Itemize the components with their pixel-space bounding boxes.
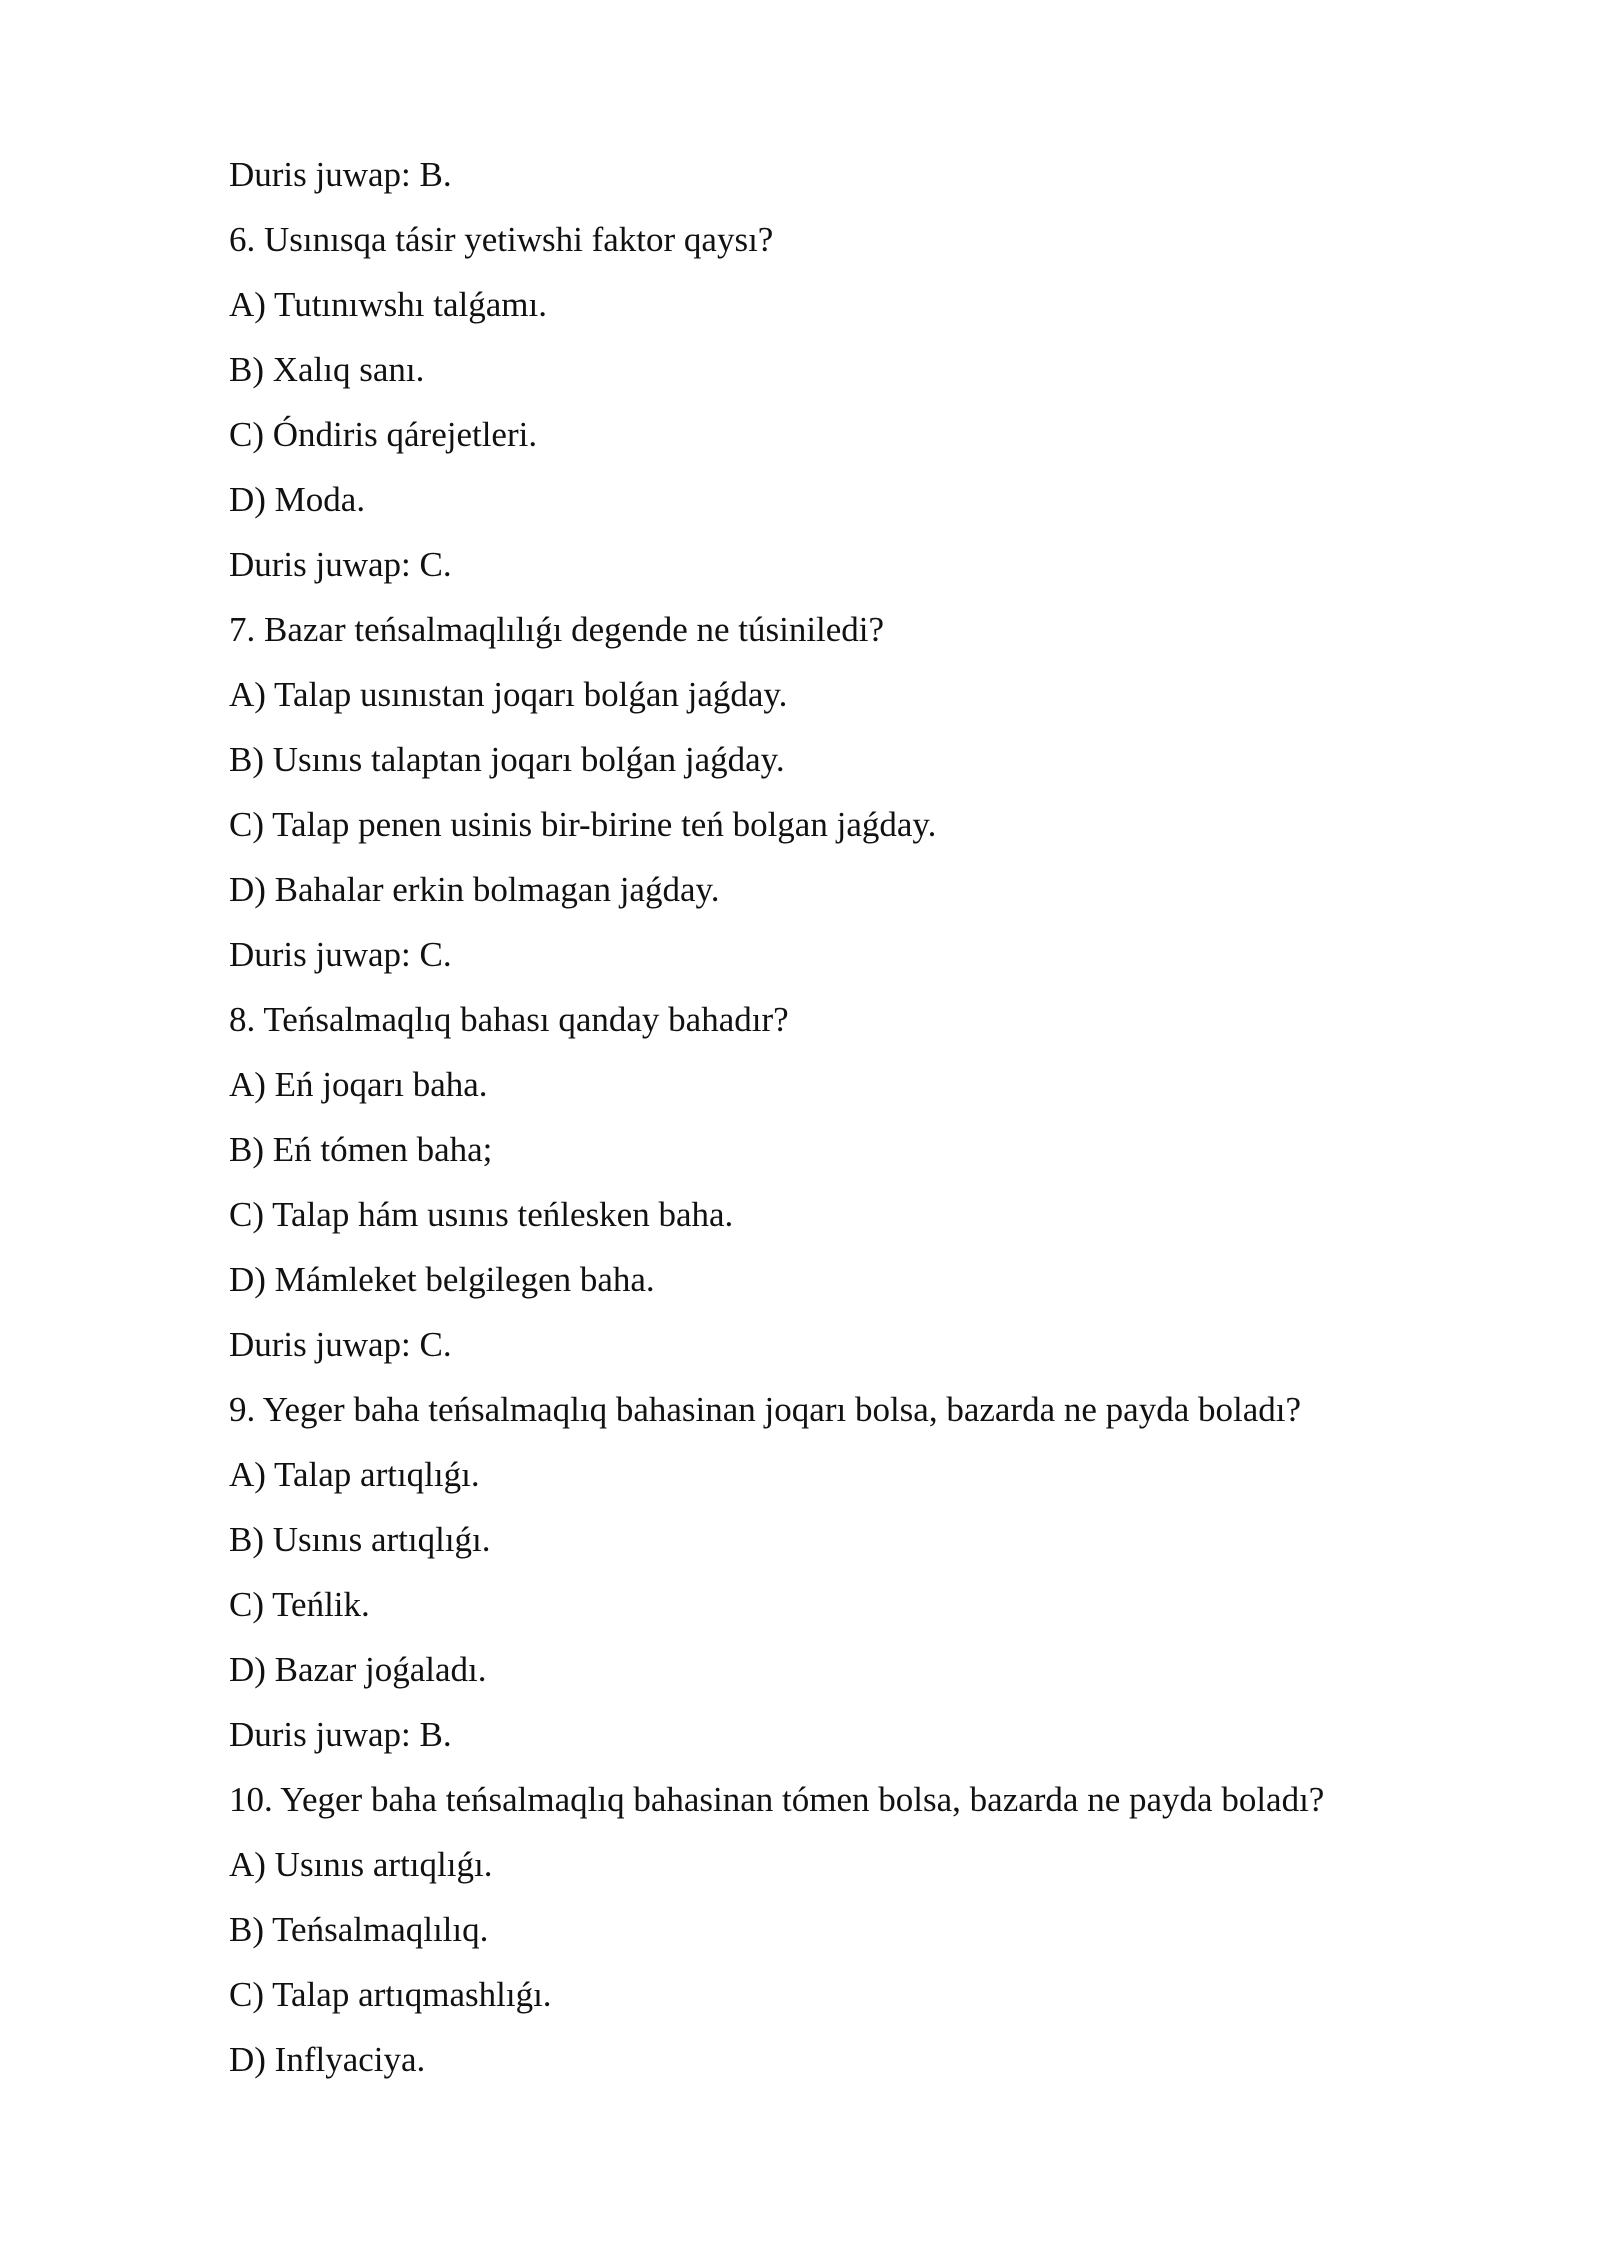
document-body xyxy=(229,148,1489,2098)
option-c: C) Talap penen usinis bir-birine teń bolgan jaǵday. xyxy=(229,805,937,844)
option-d: D) Mámleket belgilegen baha. xyxy=(229,1260,655,1299)
option-a: A) Eń joqarı baha. xyxy=(229,1065,488,1104)
option-a: A) Usınıs artıqlıǵı. xyxy=(229,1845,493,1884)
option-d: D) Bahalar erkin bolmagan jaǵday. xyxy=(229,870,720,909)
option-c: C) Talap hám usınıs teńlesken baha. xyxy=(229,1195,734,1234)
answer-line: Duris juwap: B. xyxy=(229,1715,452,1754)
option-a: A) Talap artıqlıǵı. xyxy=(229,1455,480,1494)
option-a: A) Tutınıwshı talǵamı. xyxy=(229,285,547,324)
option-b: B) Teńsalmaqlılıq. xyxy=(229,1910,489,1949)
option-c: C) Óndiris qárejetleri. xyxy=(229,415,538,454)
option-b: B) Usınıs talaptan joqarı bolǵan jaǵday. xyxy=(229,740,785,779)
question-10: 10. Yeger baha teńsalmaqlıq bahasinan tómen bolsa, bazarda ne payda boladı? xyxy=(229,1780,1325,1819)
option-c: C) Teńlik. xyxy=(229,1585,370,1624)
option-b: B) Xalıq sanı. xyxy=(229,350,425,389)
option-d: D) Moda. xyxy=(229,480,366,519)
option-d: D) Bazar joǵaladı. xyxy=(229,1650,487,1689)
option-c: C) Talap artıqmashlıǵı. xyxy=(229,1975,552,2014)
question-7: 7. Bazar teńsalmaqlılıǵı degende ne túsiniledi? xyxy=(229,610,885,649)
question-8: 8. Teńsalmaqlıq bahası qanday bahadır? xyxy=(229,1000,789,1039)
answer-line: Duris juwap: B. xyxy=(229,155,452,194)
answer-line: Duris juwap: C. xyxy=(229,1325,452,1364)
option-d: D) Inflyaciya. xyxy=(229,2040,426,2079)
option-a: A) Talap usınıstan joqarı bolǵan jaǵday. xyxy=(229,675,788,714)
question-6: 6. Usınısqa tásir yetiwshi faktor qaysı? xyxy=(229,220,774,259)
question-9: 9. Yeger baha teńsalmaqlıq bahasinan joqarı bolsa, bazarda ne payda boladı? xyxy=(229,1390,1301,1429)
answer-line: Duris juwap: C. xyxy=(229,545,452,584)
option-b: B) Usınıs artıqlıǵı. xyxy=(229,1520,491,1559)
option-b: B) Eń tómen baha; xyxy=(229,1130,493,1169)
answer-line: Duris juwap: C. xyxy=(229,935,452,974)
